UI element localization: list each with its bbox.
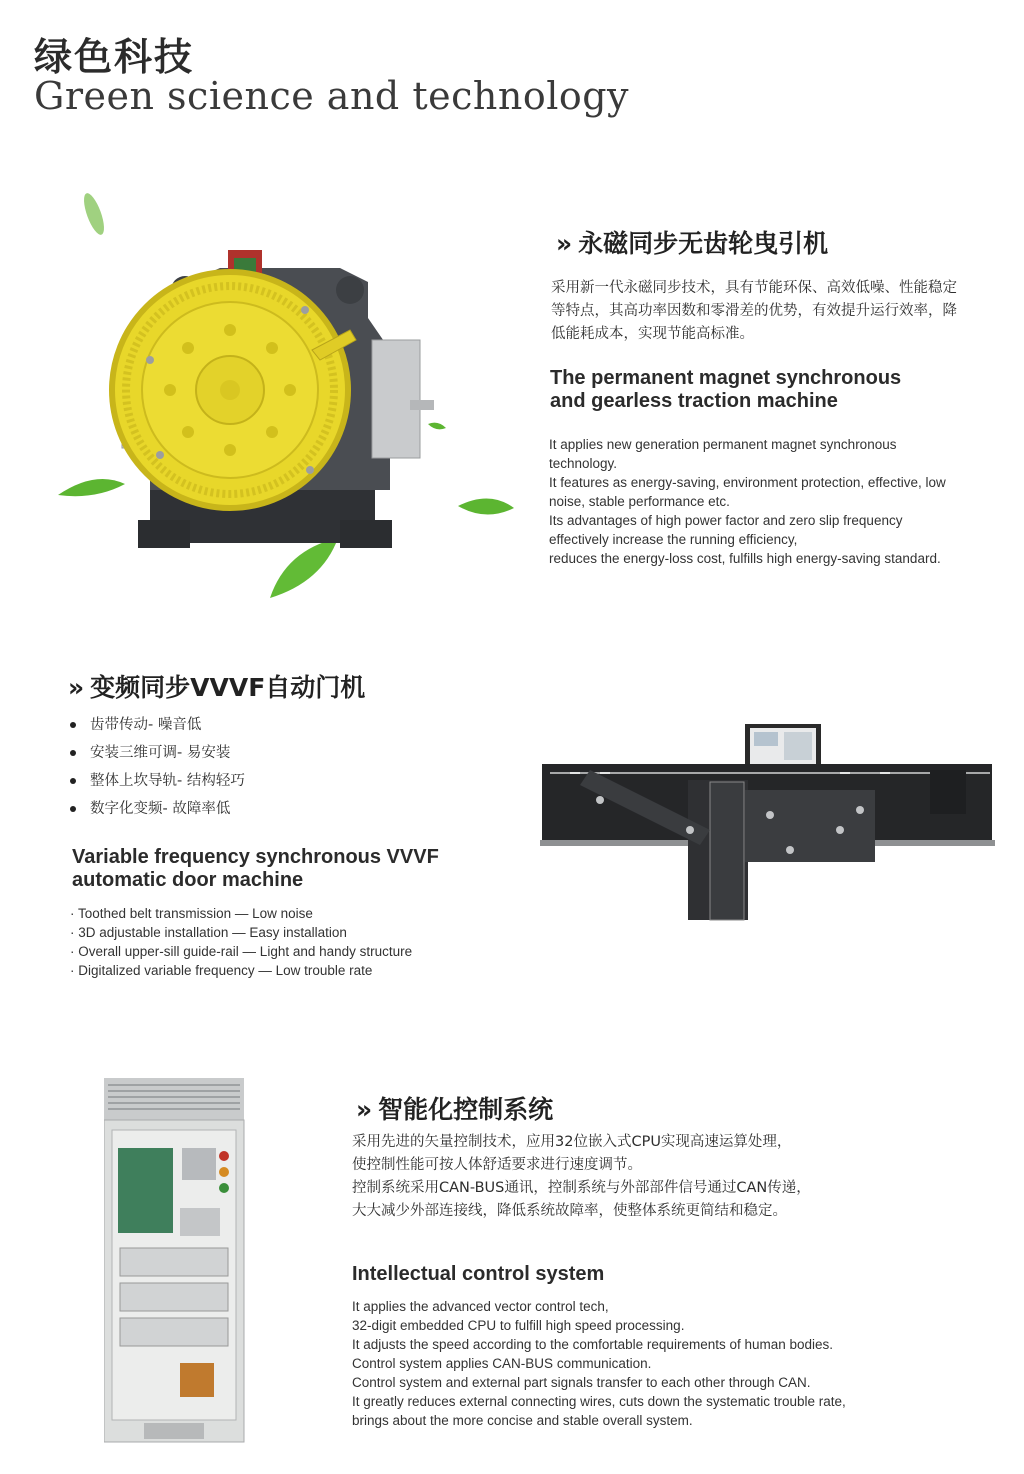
chevron-right-icon: » [556, 229, 569, 258]
page-title-cn: 绿色科技 [34, 35, 195, 79]
section2-title-en-line: Variable frequency synchronous VVVF [72, 846, 439, 868]
section3-desc-cn-line: 大大减少外部连接线，降低系统故障率，使整体系统更简结和稳定。 [352, 1203, 787, 1219]
section3-desc-cn-line: 采用先进的矢量控制技术，应用32位嵌入式CPU实现高速运算处理， [352, 1134, 792, 1150]
section3-desc-en-line: It greatly reduces external connecting wires, cuts down the systematic trouble rate, [352, 1394, 846, 1409]
list-item: · Toothed belt transmission — Low noise [70, 906, 313, 921]
section2-bullets-en [70, 904, 412, 980]
list-item: · Overall upper-sill guide-rail — Light and handy structure [70, 944, 413, 959]
section1-desc-cn-line: 低能耗成本，实现节能高标准。 [551, 326, 754, 342]
section1-desc-en-line: noise, stable performance etc. [549, 494, 730, 509]
section3-title-cn [356, 1090, 553, 1126]
section3-title-en: Intellectual control system [352, 1263, 605, 1285]
leaf-icon [458, 498, 514, 514]
section1-desc-en-line: effectively increase the running efficiency, [549, 532, 798, 547]
section1-desc-cn-line: 等特点，其高功率因数和零滑差的优势，有效提升运行效率，降 [551, 303, 957, 319]
section3-desc-en-line: Control system and external part signals transfer to each other through CAN. [352, 1375, 811, 1390]
section2-title-en [72, 846, 439, 892]
section1-desc-en-line: Its advantages of high power factor and zero slip frequency [549, 513, 903, 528]
list-item: 安装三维可调- 易安装 [70, 739, 245, 767]
page-title-en: Green science and technology [34, 74, 630, 118]
section2-title-cn [68, 668, 365, 704]
list-item: 数字化变频- 故障率低 [70, 795, 245, 823]
section1-desc-en-line: It features as energy-saving, environment protection, effective, low [549, 475, 946, 490]
section1-desc-en-line: It applies new generation permanent magnet synchronous [549, 437, 897, 452]
leaf-icon [58, 479, 125, 496]
door-machine-image [540, 720, 995, 925]
chevron-right-icon: » [356, 1095, 369, 1124]
section1-title-cn-text: 永磁同步无齿轮曳引机 [578, 229, 829, 258]
section3-desc-en [352, 1297, 846, 1430]
section3-desc-en-line: It applies the advanced vector control tech, [352, 1299, 609, 1314]
section3-desc-en-line: 32-digit embedded CPU to fulfill high speed processing. [352, 1318, 685, 1333]
section1-title-en-line: and gearless traction machine [550, 390, 838, 412]
section1-desc-cn [551, 277, 991, 346]
section2-bullets-cn [70, 711, 245, 823]
section3-title-cn-text: 智能化控制系统 [378, 1095, 554, 1124]
section2-title-cn-text: 变频同步VVVF自动门机 [90, 673, 366, 702]
section1-title-en [550, 367, 901, 413]
section3-desc-cn-line: 控制系统采用CAN-BUS通讯，控制系统与外部部件信号通过CAN传递， [352, 1180, 811, 1196]
section1-desc-en [549, 435, 946, 568]
list-item: · Digitalized variable frequency — Low trouble rate [70, 963, 373, 978]
section3-desc-en-line: It adjusts the speed according to the comfortable requirements of human bodies. [352, 1337, 834, 1352]
section1-desc-en-line: reduces the energy-loss cost, fulfills high energy-saving standard. [549, 551, 941, 566]
list-item: 整体上坎导轨- 结构轻巧 [70, 767, 245, 795]
chevron-right-icon: » [68, 673, 81, 702]
leaf-icon [80, 191, 108, 237]
control-cabinet-image [104, 1078, 246, 1444]
section3-desc-cn [352, 1131, 912, 1223]
list-item: 齿带传动- 噪音低 [70, 711, 245, 739]
section1-title-cn [556, 224, 828, 260]
section3-desc-en-line: Control system applies CAN-BUS communication. [352, 1356, 652, 1371]
section3-desc-en-line: brings about the more concise and stable overall system. [352, 1413, 693, 1428]
section1-desc-cn-line: 采用新一代永磁同步技术，具有节能环保、高效低噪、性能稳定 [551, 280, 957, 296]
traction-machine-image [50, 190, 520, 610]
section1-title-en-line: The permanent magnet synchronous [550, 367, 902, 389]
leaf-icon [270, 538, 338, 598]
list-item: · 3D adjustable installation — Easy installation [70, 925, 347, 940]
section2-title-en-line: automatic door machine [72, 869, 304, 891]
section1-desc-en-line: technology. [549, 456, 618, 471]
section3-desc-cn-line: 使控制性能可按人体舒适要求进行速度调节。 [352, 1157, 642, 1173]
